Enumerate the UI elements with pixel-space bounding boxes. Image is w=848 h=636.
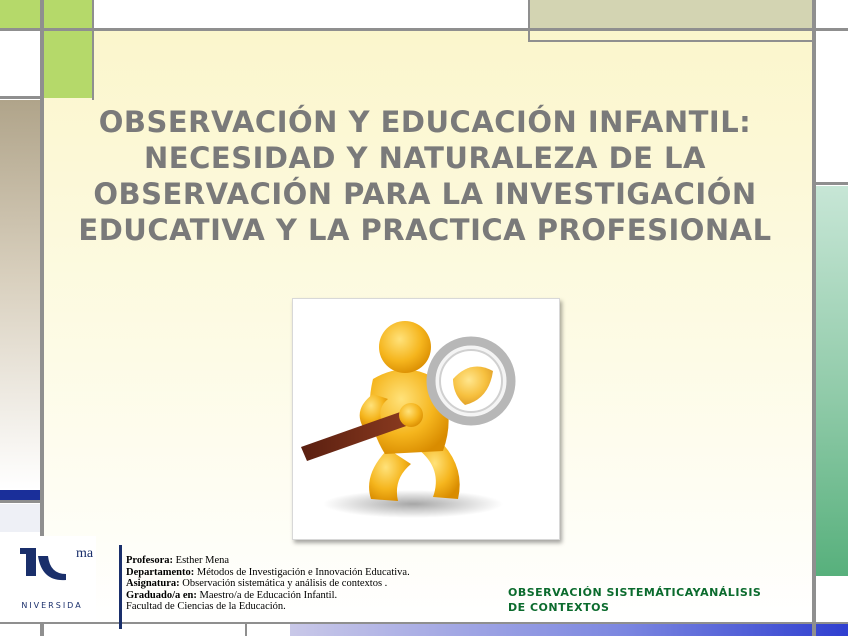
info-label: Departamento:	[126, 566, 195, 578]
grid-line	[245, 622, 247, 636]
info-row-graduado	[126, 590, 506, 602]
magnifier-figure-image	[292, 298, 560, 540]
info-divider	[119, 545, 122, 629]
right-teal-block	[816, 186, 848, 576]
info-row-asignatura	[126, 578, 506, 590]
info-row-facultad: Facultad de Ciencias de la Educación.	[126, 601, 286, 612]
footer-title-line: OBSERVACIÓN SISTEMÁTICAYANÁLISIS	[508, 586, 762, 599]
info-label: Asignatura:	[126, 578, 180, 589]
grid-line	[0, 500, 44, 503]
grid-line	[528, 0, 530, 42]
info-label: Profesora:	[126, 555, 174, 566]
grid-line	[0, 96, 44, 99]
left-green-block	[44, 28, 92, 98]
bottom-blue-bar	[290, 624, 848, 636]
grid-line	[92, 0, 94, 100]
grid-line	[0, 622, 848, 624]
info-value: Maestro/a de Educación Infantil.	[199, 589, 338, 601]
top-green-block	[0, 0, 92, 28]
title-line: EDUCATIVA Y LA PRACTICA PROFESIONAL	[78, 213, 772, 247]
grid-line	[0, 28, 848, 31]
left-white-block	[0, 32, 40, 96]
info-row-profesora	[126, 555, 506, 567]
grid-line	[530, 40, 812, 42]
footer-course-title	[508, 585, 808, 615]
left-blue-block	[0, 490, 40, 500]
grid-line	[812, 0, 816, 636]
info-value: Observación sistemática y análisis de contextos .	[182, 578, 388, 589]
info-row-departamento	[126, 567, 506, 579]
info-value: Métodos de Investigación e Innovación Educativa.	[196, 566, 410, 578]
course-info	[126, 555, 506, 613]
title-line: NECESIDAD Y NATURALEZA DE LA	[144, 141, 706, 175]
right-white-block	[816, 32, 848, 182]
slide-title	[60, 104, 790, 248]
title-line: OBSERVACIÓN PARA LA INVESTIGACIÓN	[93, 177, 757, 211]
grid-line	[816, 182, 848, 185]
logo-caption: NIVERSIDA	[21, 601, 83, 610]
top-olive-block	[530, 0, 812, 28]
left-light-block	[0, 504, 40, 532]
title-line: OBSERVACIÓN Y EDUCACIÓN INFANTIL:	[98, 105, 752, 139]
logo-text-fragment: ma	[76, 546, 94, 561]
info-value: Esther Mena	[175, 555, 230, 566]
top-right-white-block	[816, 0, 848, 28]
left-tan-block	[0, 100, 40, 490]
footer-title-line: DE CONTEXTOS	[508, 601, 610, 614]
info-label: Graduado/a en:	[126, 589, 197, 601]
